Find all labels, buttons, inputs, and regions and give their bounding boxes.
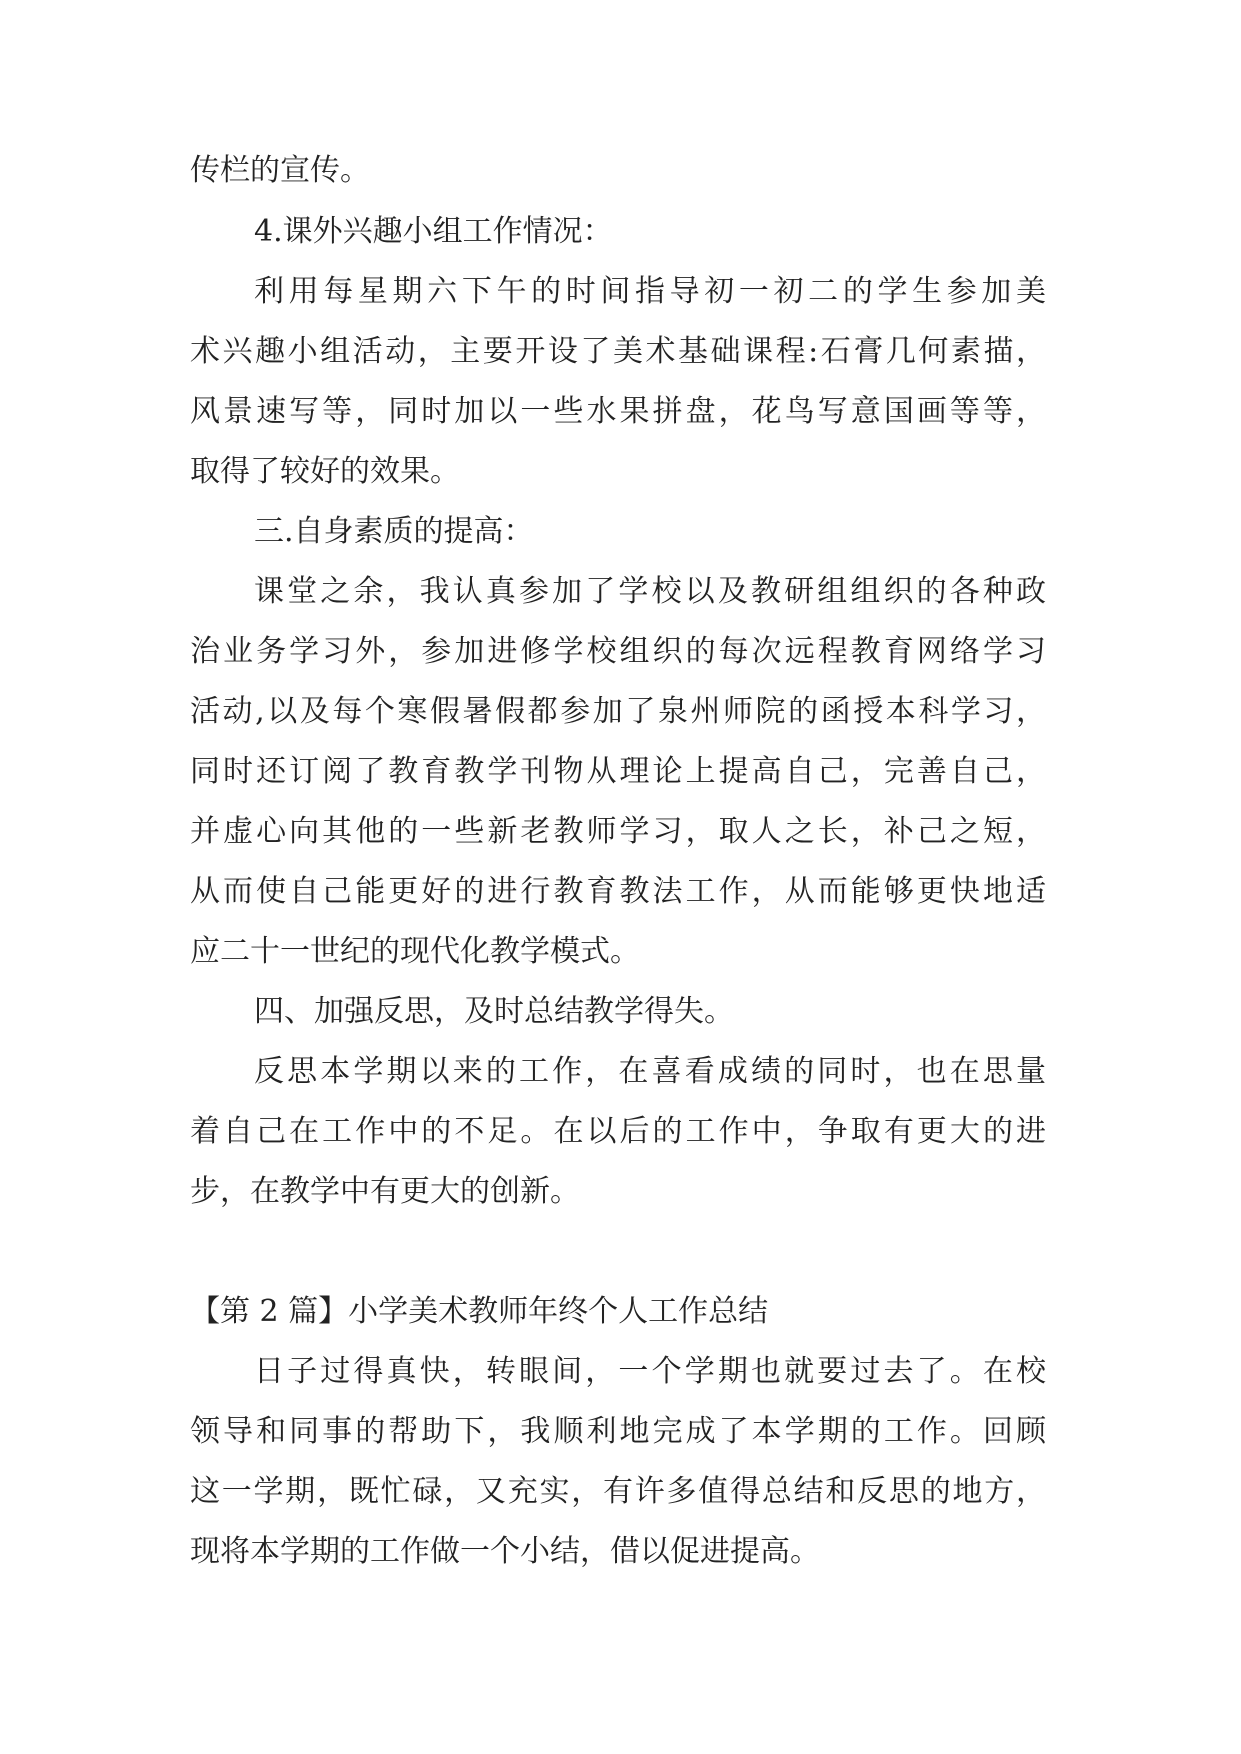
text-line: 应二十一世纪的现代化教学模式。 (190, 934, 640, 969)
text-line: 日子过得真快，转眼间，一个学期也就要过去了。在校 (254, 1354, 1046, 1389)
text-line: 治业务学习外，参加进修学校组织的每次远程教育网络学习 (190, 634, 1046, 669)
text-line: 课堂之余，我认真参加了学校以及教研组组织的各种政 (254, 574, 1046, 609)
text-line: 现将本学期的工作做一个小结，借以促进提高。 (190, 1534, 820, 1569)
text-line: 取得了较好的效果。 (190, 454, 460, 489)
text-line: 并虚心向其他的一些新老教师学习，取人之长，补己之短， (190, 814, 1046, 849)
text-line: 利用每星期六下午的时间指导初一初二的学生参加美 (254, 274, 1046, 309)
section-heading: 四、加强反思，及时总结教学得失。 (254, 994, 734, 1029)
text-line: 术兴趣小组活动，主要开设了美术基础课程:石膏几何素描， (190, 334, 1046, 369)
section-heading: 4.课外兴趣小组工作情况： (254, 214, 613, 249)
text-line: 传栏的宣传。 (190, 153, 370, 188)
text-line: 反思本学期以来的工作，在喜看成绩的同时，也在思量 (254, 1054, 1046, 1089)
text-line: 这一学期，既忙碌，又充实，有许多值得总结和反思的地方， (190, 1474, 1046, 1509)
text-line: 着自己在工作中的不足。在以后的工作中，争取有更大的进 (190, 1114, 1046, 1149)
text-line: 领导和同事的帮助下，我顺利地完成了本学期的工作。回顾 (190, 1414, 1046, 1449)
text-line: 同时还订阅了教育教学刊物从理论上提高自己，完善自己， (190, 754, 1046, 789)
text-line: 从而使自己能更好的进行教育教法工作，从而能够更快地适 (190, 874, 1046, 909)
text-line: 风景速写等，同时加以一些水果拼盘，花鸟写意国画等等， (190, 394, 1046, 429)
text-line: 活动,以及每个寒假暑假都参加了泉州师院的函授本科学习， (190, 694, 1046, 729)
section-heading: 三.自身素质的提高： (254, 514, 534, 549)
article-title: 【第 2 篇】小学美术教师年终个人工作总结 (190, 1294, 769, 1329)
text-line: 步，在教学中有更大的创新。 (190, 1174, 580, 1209)
